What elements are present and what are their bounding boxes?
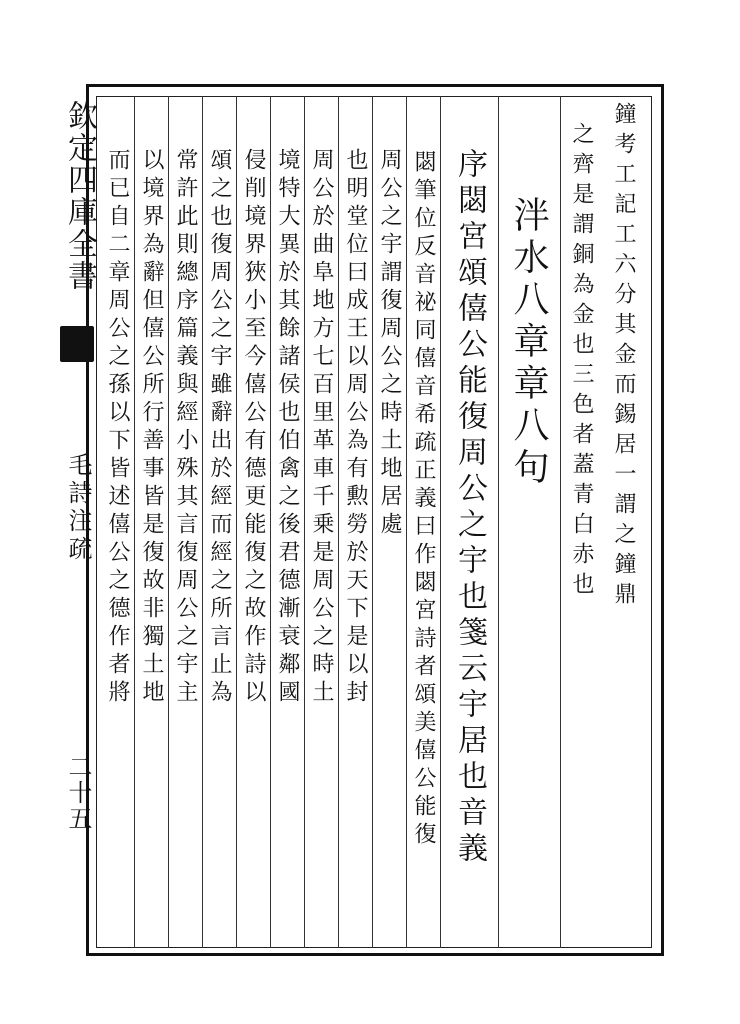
chapter-heading: 泮水八章章八句	[508, 196, 549, 490]
text-column-2: 之齊是謂銅為金也三色者蓋青白赤也	[569, 122, 594, 602]
column-rule	[560, 96, 561, 948]
text-column-8: 周公於曲阜地方七百里革車千乗是周公之時土	[309, 148, 334, 708]
column-rule	[202, 96, 203, 948]
preface-column: 序閟宮頌僖公能復周公之宇也箋云宇居也音義	[452, 148, 487, 868]
page-number: 二十五	[64, 754, 92, 832]
column-rule	[372, 96, 373, 948]
column-rule	[406, 96, 407, 948]
column-rule	[236, 96, 237, 948]
text-column-13: 以境界為辭但僖公所行善事皆是復故非獨土地	[139, 148, 164, 708]
book-title: 毛詩注疏	[64, 452, 92, 564]
library-title: 欽定四庫全書	[62, 100, 97, 292]
text-column-7: 也明堂位曰成王以周公為有勲勞於天下是以封	[343, 148, 368, 708]
text-column-1: 鐘考工記工六分其金而錫居一謂之鐘鼎	[611, 102, 636, 612]
text-column-5: 閟筆位反音祕同僖音希疏正義曰作閟宮詩者頌美僖公能復	[411, 150, 436, 850]
column-rule	[304, 96, 305, 948]
text-column-10: 侵削境界狹小至今僖公有德更能復之故作詩以	[241, 148, 266, 708]
column-rule	[338, 96, 339, 948]
column-rule	[440, 96, 441, 948]
text-column-14: 而已自二章周公之孫以下皆述僖公之德作者將	[105, 148, 130, 708]
text-column-12: 常許此則總序篇義與經小殊其言復周公之宇主	[173, 148, 198, 708]
text-column-11: 頌之也復周公之宇雖辭出於經而經之所言止為	[207, 148, 232, 708]
text-column-9: 境特大異於其餘諸侯也伯禽之後君德漸衰鄰國	[275, 148, 300, 708]
column-rule	[270, 96, 271, 948]
column-rule	[134, 96, 135, 948]
column-rule	[168, 96, 169, 948]
text-column-6: 周公之宇謂復周公之時土地居處	[377, 148, 402, 540]
column-rule	[498, 96, 499, 948]
margin-ink-block	[60, 326, 94, 362]
